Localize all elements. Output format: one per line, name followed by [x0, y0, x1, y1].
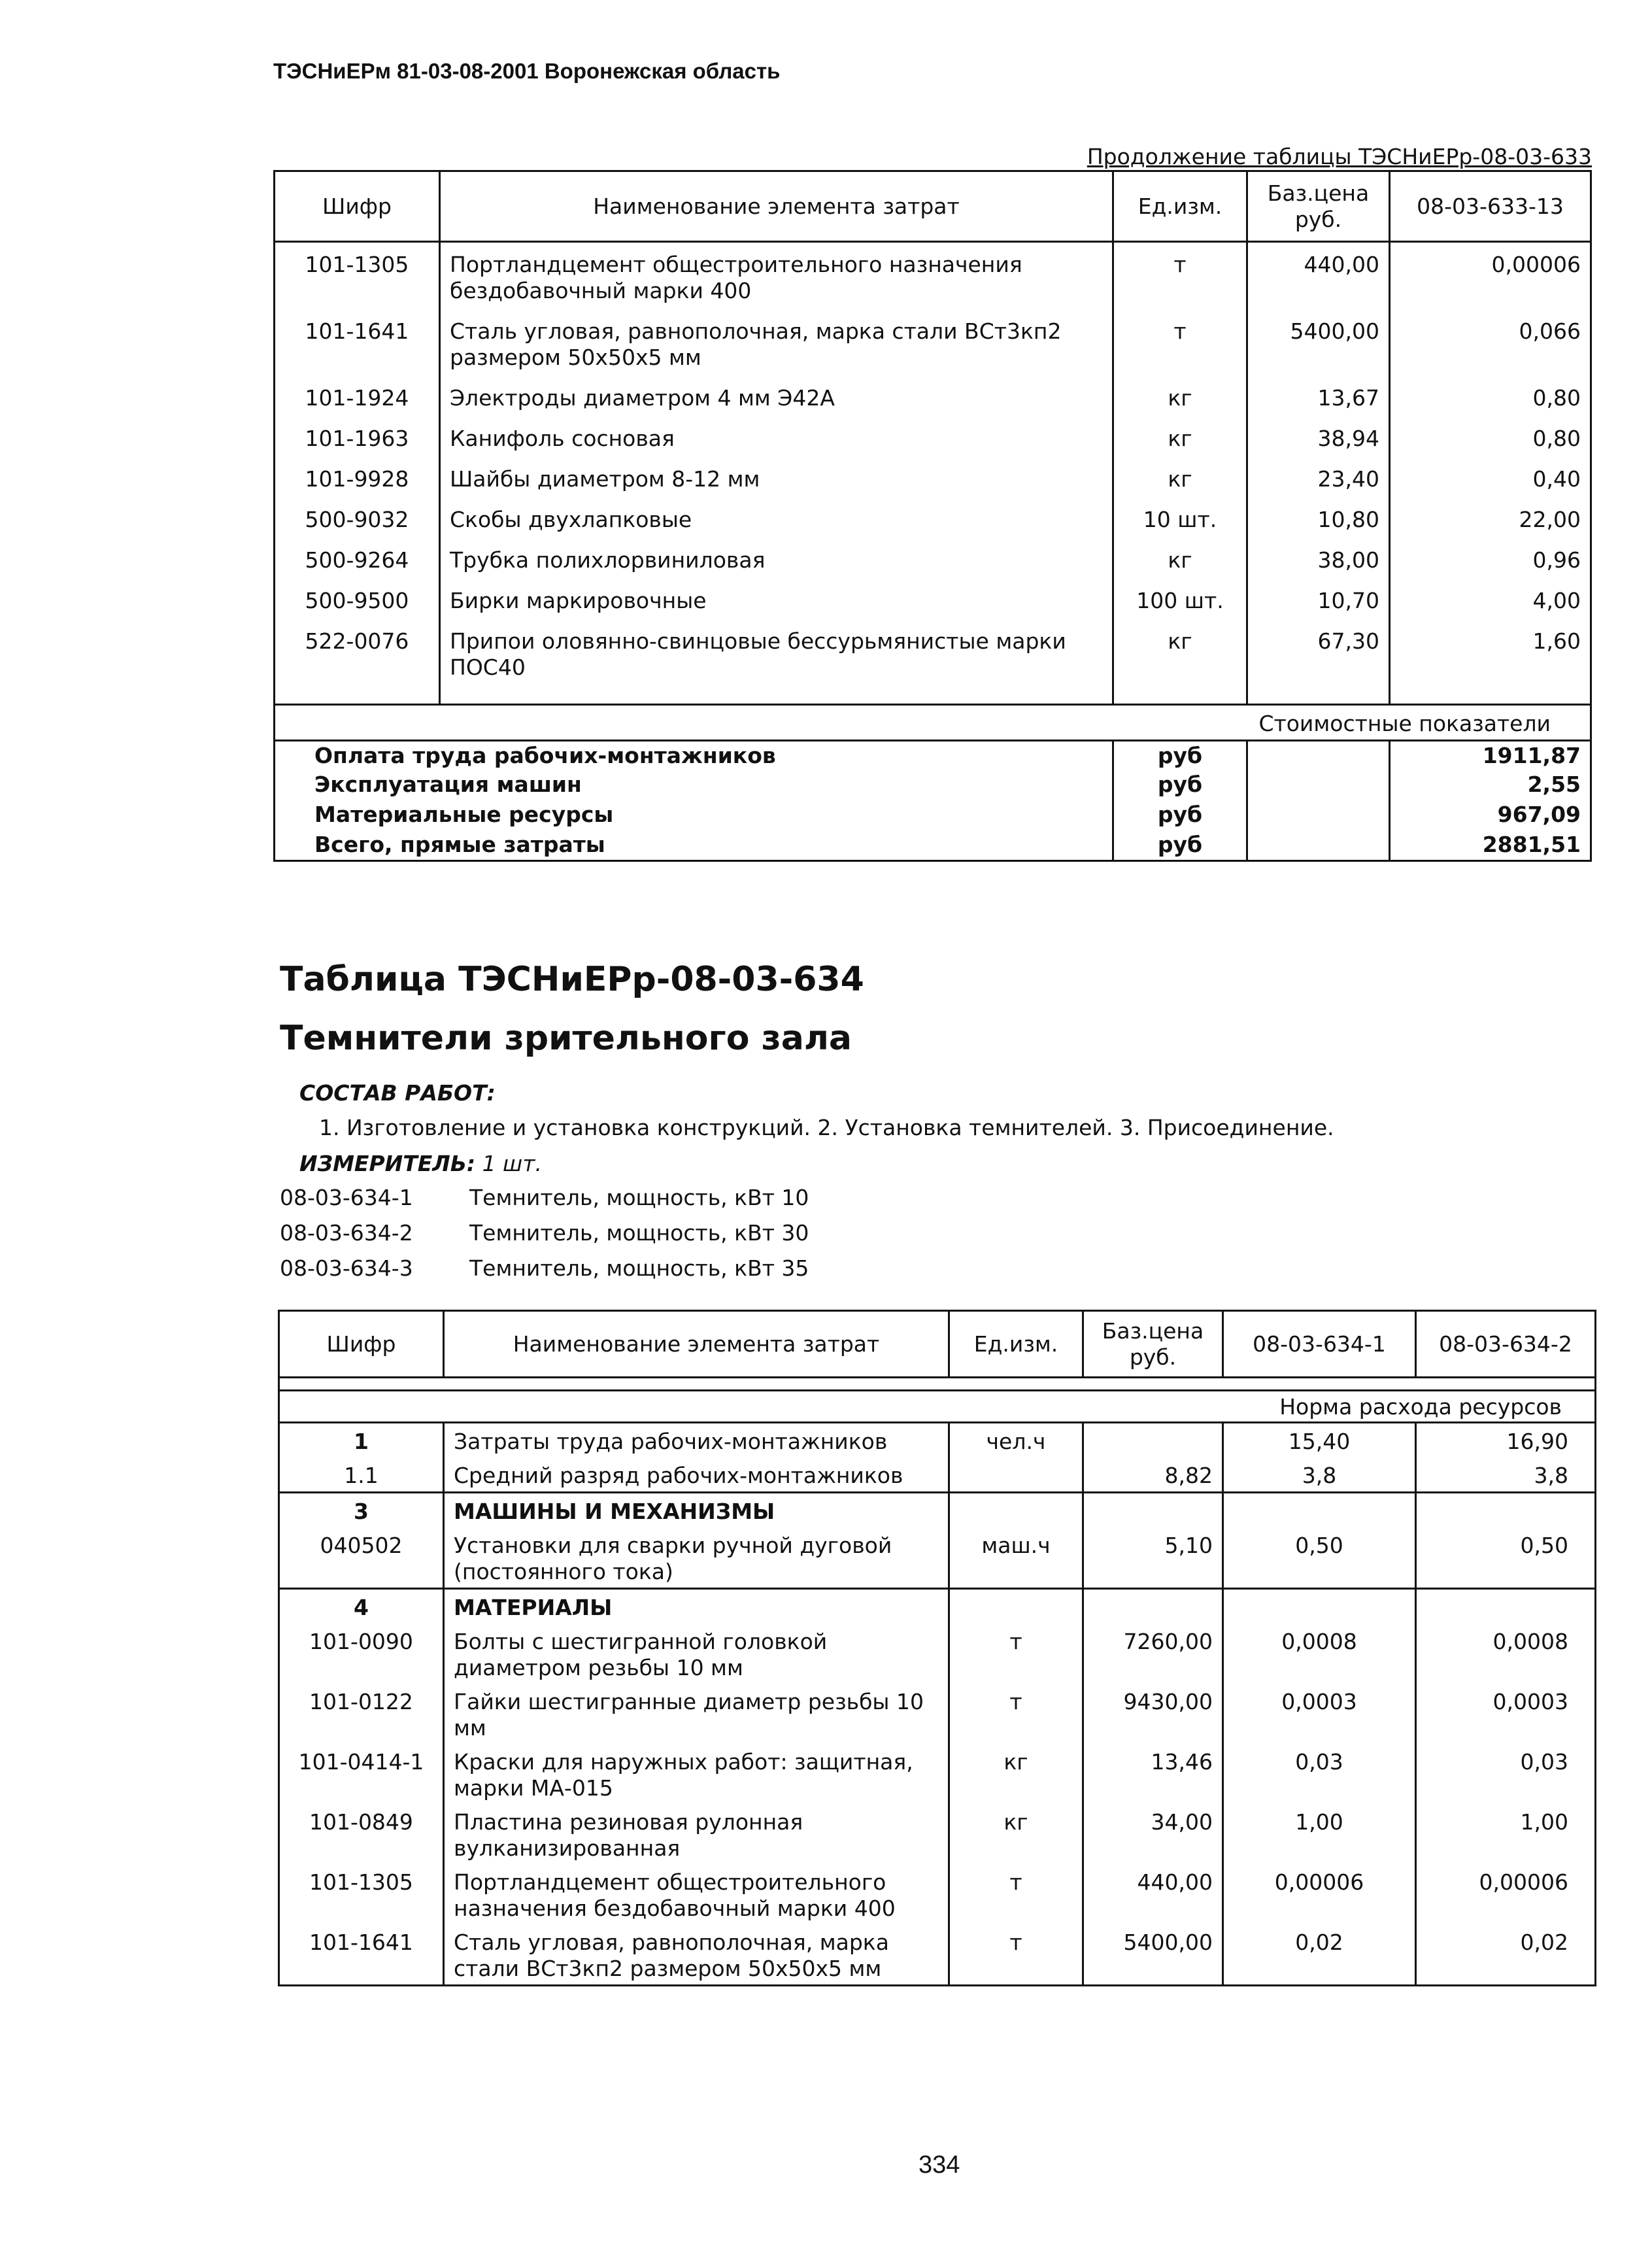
cell-code: 3 [279, 1493, 444, 1528]
table-header-row [275, 171, 1591, 242]
cell-value-1 [1223, 1493, 1416, 1528]
cell-name: Канифоль сосновая [440, 417, 1113, 457]
cell-code: 101-1305 [275, 242, 440, 310]
cell-unit: кг [1113, 376, 1247, 417]
col-header-code: Шифр [279, 1311, 444, 1378]
cell-price: 8,82 [1083, 1457, 1223, 1493]
cell-price: 5400,00 [1083, 1924, 1223, 1986]
cell-name: Пластина резиновая рулонная вулканизированная [444, 1804, 949, 1864]
totals-row [275, 800, 1591, 830]
col-header-value-1: 08-03-634-1 [1223, 1311, 1416, 1378]
col-header-value-2: 08-03-634-2 [1416, 1311, 1596, 1378]
cell-code: 4 [279, 1589, 444, 1624]
table-continuation-caption: Продолжение таблицы ТЭСНиЕРр-08-03-633 [1087, 144, 1592, 169]
col-header-code: Шифр [275, 171, 440, 242]
total-value: 2881,51 [1482, 832, 1581, 857]
cell-name: Бирки маркировочные [440, 579, 1113, 619]
cell-value-2 [1416, 1589, 1596, 1624]
running-header: ТЭСНиЕРм 81-03-08-2001 Воронежская область [273, 59, 781, 83]
cell-price: 7260,00 [1083, 1624, 1223, 1684]
table-row [275, 309, 1591, 376]
cell-price: 9430,00 [1083, 1684, 1223, 1744]
total-label: Материальные ресурсы [314, 802, 614, 827]
cell-name: Трубка полихлорвиниловая [440, 538, 1113, 579]
meter-label: ИЗМЕРИТЕЛЬ: [299, 1151, 476, 1176]
item-code: 08-03-634-2 [280, 1220, 413, 1246]
page-number: 334 [919, 2151, 960, 2179]
cell-value-1: 0,0008 [1223, 1624, 1416, 1684]
table-title: Таблица ТЭСНиЕРр-08-03-634 [280, 960, 864, 999]
table-spacer-row [279, 1378, 1596, 1391]
cell-code: 522-0076 [275, 619, 440, 686]
cell-value: 22,00 [1519, 507, 1581, 532]
cell-unit: 100 шт. [1113, 579, 1247, 619]
cell-value-2 [1416, 1493, 1596, 1528]
cell-price [1083, 1493, 1223, 1528]
total-value: 967,09 [1497, 802, 1581, 827]
totals-row [275, 740, 1591, 770]
table-row [275, 498, 1591, 538]
cell-name: Краски для наружных работ: защитная, марки МА-015 [444, 1744, 949, 1804]
cell-value: 0,80 [1532, 426, 1581, 451]
cell-unit: маш.ч [949, 1527, 1083, 1589]
table-row [275, 417, 1591, 457]
cell-value-1: 0,0003 [1223, 1684, 1416, 1744]
cell-value-2: 0,0008 [1492, 1629, 1568, 1654]
cell-name: Сталь угловая, равнополочная, марка стали ВСт3кп2 размером 50x50x5 мм [440, 309, 1113, 376]
cell-code: 040502 [279, 1527, 444, 1589]
table-row [275, 376, 1591, 417]
meter-value: 1 шт. [482, 1151, 542, 1176]
table-row [279, 1744, 1596, 1804]
cell-value: 0,96 [1532, 547, 1581, 573]
col-header-unit: Ед.изм. [1113, 171, 1247, 242]
cell-unit: т [949, 1924, 1083, 1986]
cell-price: 34,00 [1083, 1804, 1223, 1864]
table-row [275, 242, 1591, 310]
cell-code: 1 [279, 1423, 444, 1458]
cell-unit: т [1113, 309, 1247, 376]
total-value: 1911,87 [1482, 742, 1581, 768]
table-08-03-633 [273, 170, 1592, 862]
cell-value-2: 0,03 [1520, 1749, 1568, 1775]
cell-value-2: 3,8 [1534, 1463, 1568, 1488]
cell-name: Средний разряд рабочих-монтажников [444, 1457, 949, 1493]
cell-price: 10,80 [1247, 498, 1390, 538]
section-row [279, 1391, 1596, 1423]
cell-price: 5400,00 [1247, 309, 1390, 376]
work-composition-label: СОСТАВ РАБОТ: [299, 1080, 496, 1106]
cell-value-2: 1,00 [1520, 1809, 1568, 1835]
cell-code: 101-0122 [279, 1684, 444, 1744]
cell-name: Затраты труда рабочих-монтажников [444, 1423, 949, 1458]
cell-price: 67,30 [1247, 619, 1390, 686]
cell-unit: 10 шт. [1113, 498, 1247, 538]
item-code: 08-03-634-1 [280, 1185, 413, 1210]
total-unit: руб [1113, 830, 1247, 860]
group-row [279, 1493, 1596, 1528]
cell-value-1: 1,00 [1223, 1804, 1416, 1864]
total-unit: руб [1113, 770, 1247, 800]
total-unit: руб [1113, 800, 1247, 830]
cell-unit [949, 1457, 1083, 1493]
cell-name: Припои оловянно-свинцовые бессурьмянистые марки ПОС40 [440, 619, 1113, 686]
cell-unit: кг [949, 1744, 1083, 1804]
col-header-name: Наименование элемента затрат [440, 171, 1113, 242]
cell-value: 0,80 [1532, 385, 1581, 411]
cell-value-1: 0,03 [1223, 1744, 1416, 1804]
cell-name: Установки для сварки ручной дуговой (постоянного тока) [444, 1527, 949, 1589]
section-row [275, 704, 1591, 740]
cell-code: 101-1641 [279, 1924, 444, 1986]
cell-name: Сталь угловая, равнополочная, марка стали ВСт3кп2 размером 50x50x5 мм [444, 1924, 949, 1986]
table-row [279, 1624, 1596, 1684]
table-row [275, 579, 1591, 619]
cell-price: 38,00 [1247, 538, 1390, 579]
cell-value: 0,066 [1519, 318, 1581, 344]
table-row [279, 1684, 1596, 1744]
table-header-row [279, 1311, 1596, 1378]
cell-value: 1,60 [1532, 628, 1581, 654]
table-subtitle: Темнители зрительного зала [280, 1019, 852, 1058]
meter-line [299, 1151, 542, 1176]
cell-unit: т [949, 1684, 1083, 1744]
col-header-price: Баз.цена руб. [1247, 171, 1390, 242]
cell-name: Скобы двухлапковые [440, 498, 1113, 538]
cell-code: 101-1305 [279, 1864, 444, 1924]
cell-value: 0,00006 [1491, 252, 1581, 277]
cell-value-1: 3,8 [1223, 1457, 1416, 1493]
cell-unit: кг [1113, 538, 1247, 579]
cell-code: 101-9928 [275, 457, 440, 498]
section-label: Стоимостные показатели [275, 704, 1591, 740]
cell-value-1: 0,02 [1223, 1924, 1416, 1986]
cell-value-2: 0,02 [1520, 1930, 1568, 1955]
item-text: Темнитель, мощность, кВт 35 [469, 1255, 809, 1281]
cell-code: 101-0414-1 [279, 1744, 444, 1804]
item-text: Темнитель, мощность, кВт 10 [469, 1185, 809, 1210]
table-spacer-row [275, 686, 1591, 704]
table-row [275, 619, 1591, 686]
table-row [279, 1423, 1596, 1458]
cell-value-1: 15,40 [1223, 1423, 1416, 1458]
col-header-unit: Ед.изм. [949, 1311, 1083, 1378]
cell-price: 13,67 [1247, 376, 1390, 417]
total-label: Эксплуатация машин [314, 772, 582, 797]
cell-unit [949, 1493, 1083, 1528]
cell-price: 10,70 [1247, 579, 1390, 619]
totals-row [275, 830, 1591, 860]
table-08-03-634 [278, 1310, 1596, 1986]
cell-code: 500-9032 [275, 498, 440, 538]
table-row [279, 1924, 1596, 1986]
table-row [279, 1527, 1596, 1589]
cell-price [1083, 1589, 1223, 1624]
cell-code: 101-1963 [275, 417, 440, 457]
cell-unit [949, 1589, 1083, 1624]
cell-value-1: 0,50 [1223, 1527, 1416, 1589]
cell-price: 23,40 [1247, 457, 1390, 498]
cell-name: Гайки шестигранные диаметр резьбы 10 мм [444, 1684, 949, 1744]
cell-name: МАШИНЫ И МЕХАНИЗМЫ [444, 1493, 949, 1528]
cell-value-2: 16,90 [1506, 1429, 1568, 1454]
cell-name: МАТЕРИАЛЫ [444, 1589, 949, 1624]
col-header-price: Баз.цена руб. [1083, 1311, 1223, 1378]
cell-price: 13,46 [1083, 1744, 1223, 1804]
cell-name: Болты с шестигранной головкой диаметром резьбы 10 мм [444, 1624, 949, 1684]
cell-value-1: 0,00006 [1223, 1864, 1416, 1924]
cell-price: 440,00 [1083, 1864, 1223, 1924]
cell-unit: кг [949, 1804, 1083, 1864]
col-header-value: 08-03-633-13 [1390, 171, 1591, 242]
cell-code: 500-9500 [275, 579, 440, 619]
table-row [279, 1864, 1596, 1924]
total-label: Всего, прямые затраты [314, 832, 605, 857]
cell-unit: кг [1113, 417, 1247, 457]
cell-code: 101-1641 [275, 309, 440, 376]
cell-name: Шайбы диаметром 8-12 мм [440, 457, 1113, 498]
cell-code: 1.1 [279, 1457, 444, 1493]
cell-price [1083, 1423, 1223, 1458]
col-header-name: Наименование элемента затрат [444, 1311, 949, 1378]
cell-value-2: 0,0003 [1492, 1689, 1568, 1714]
work-composition-text: 1. Изготовление и установка конструкций. 2. Установка темнителей. 3. Присоединение. [319, 1115, 1334, 1140]
cell-name: Портландцемент общестроительного назначения бездобавочный марки 400 [440, 242, 1113, 310]
cell-name: Портландцемент общестроительного назначения бездобавочный марки 400 [444, 1864, 949, 1924]
cell-value: 4,00 [1532, 588, 1581, 613]
table-row [279, 1457, 1596, 1493]
cell-unit: кг [1113, 457, 1247, 498]
section-label: Норма расхода ресурсов [279, 1391, 1596, 1423]
cell-unit: кг [1113, 619, 1247, 686]
table-row [279, 1804, 1596, 1864]
cell-code: 101-0849 [279, 1804, 444, 1864]
cell-value: 0,40 [1532, 466, 1581, 492]
table-row [275, 457, 1591, 498]
item-text: Темнитель, мощность, кВт 30 [469, 1220, 809, 1246]
cell-value-1 [1223, 1589, 1416, 1624]
item-code: 08-03-634-3 [280, 1255, 413, 1281]
total-label: Оплата труда рабочих-монтажников [314, 742, 776, 768]
cell-unit: т [949, 1864, 1083, 1924]
total-value: 2,55 [1527, 772, 1581, 797]
cell-value-2: 0,50 [1520, 1533, 1568, 1558]
group-row [279, 1589, 1596, 1624]
cell-unit: т [949, 1624, 1083, 1684]
cell-value-2: 0,00006 [1479, 1869, 1568, 1895]
total-unit: руб [1113, 740, 1247, 770]
cell-code: 101-1924 [275, 376, 440, 417]
cell-code: 101-0090 [279, 1624, 444, 1684]
cell-code: 500-9264 [275, 538, 440, 579]
table-row [275, 538, 1591, 579]
totals-row [275, 770, 1591, 800]
cell-price: 5,10 [1083, 1527, 1223, 1589]
cell-price: 440,00 [1247, 242, 1390, 310]
cell-price: 38,94 [1247, 417, 1390, 457]
cell-unit: чел.ч [949, 1423, 1083, 1458]
cell-name: Электроды диаметром 4 мм Э42А [440, 376, 1113, 417]
cell-unit: т [1113, 242, 1247, 310]
